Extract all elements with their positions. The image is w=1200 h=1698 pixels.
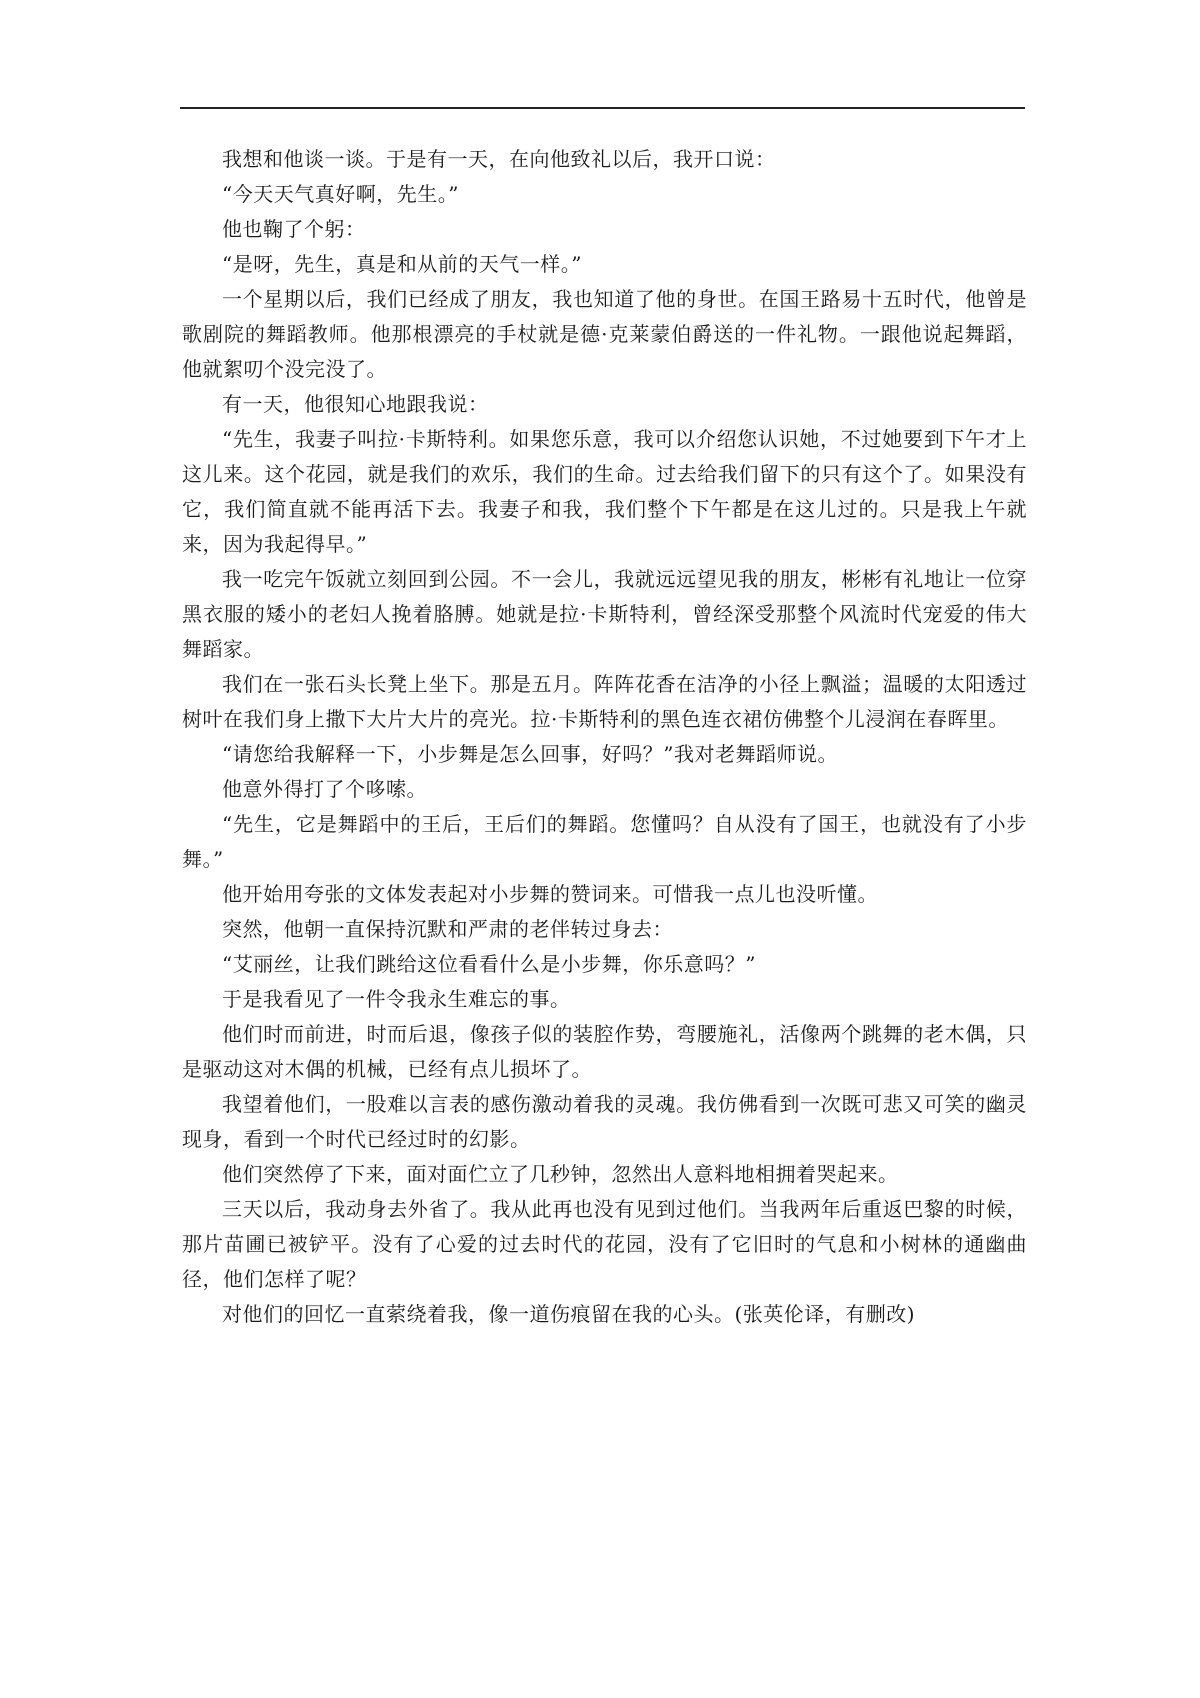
paragraph: 他也鞠了个躬： [222,217,366,241]
article-body [182,142,1027,1332]
paragraph: 我想和他谈一谈。于是有一天，在向他致礼以后，我开口说： [222,147,776,171]
paragraph: 我望着他们，一股难以言表的感伤激动着我的灵魂。我仿佛看到一次既可悲又可笑的幽灵现身，看到一个时代已经过时的幻影。 [182,1092,1027,1151]
paragraph: 对他们的回忆一直萦绕着我，像一道伤痕留在我的心头。(张英伦译，有删改) [222,1302,916,1326]
paragraph: 我一吃完午饭就立刻回到公园。不一会儿，我就远远望见我的朋友，彬彬有礼地让一位穿黑衣服的矮小的老妇人挽着胳膊。她就是拉·卡斯特利，曾经深受那整个风流时代宠爱的伟大舞蹈家。 [182,567,1027,661]
paragraph: 突然，他朝一直保持沉默和严肃的老伴转过身去： [222,917,673,941]
paragraph: 我们在一张石头长凳上坐下。那是五月。阵阵花香在洁净的小径上飘溢；温暖的太阳透过树叶在我们身上撒下大片大片的亮光。拉·卡斯特利的黑色连衣裙仿佛整个儿浸润在春晖里。 [182,672,1027,731]
paragraph: 有一天，他很知心地跟我说： [222,392,489,416]
paragraph: “今天天气真好啊，先生。” [222,182,459,206]
paragraph: 于是我看见了一件令我永生难忘的事。 [222,987,571,1011]
paragraph: “先生，它是舞蹈中的王后，王后们的舞蹈。您懂吗？自从没有了国王，也就没有了小步舞。” [182,812,1027,871]
paragraph: “是呀，先生，真是和从前的天气一样。” [222,252,582,276]
paragraph: “艾丽丝，让我们跳给这位看看什么是小步舞，你乐意吗？” [222,952,756,976]
paragraph: 他意外得打了个哆嗦。 [222,777,427,801]
paragraph: 他开始用夸张的文体发表起对小步舞的赞词来。可惜我一点儿也没听懂。 [222,882,878,906]
paragraph: “请您给我解释一下，小步舞是怎么回事，好吗？”我对老舞蹈师说。 [222,742,838,766]
paragraph: “先生，我妻子叫拉·卡斯特利。如果您乐意，我可以介绍您认识她，不过她要到下午才上这儿来。这个花园，就是我们的欢乐，我们的生命。过去给我们留下的只有这个了。如果没有它，我们简直就不能再活下去。我妻子和我，我们整个下午都是在这儿过的。只是我上午就来，因为我起得早。” [182,427,1027,556]
paragraph: 三天以后，我动身去外省了。我从此再也没有见到过他们。当我两年后重返巴黎的时候，那片苗圃已被铲平。没有了心爱的过去时代的花园，没有了它旧时的气息和小树林的通幽曲径，他们怎样了呢？ [182,1197,1027,1291]
paragraph: 一个星期以后，我们已经成了朋友，我也知道了他的身世。在国王路易十五时代，他曾是歌剧院的舞蹈教师。他那根漂亮的手杖就是德·克莱蒙伯爵送的一件礼物。一跟他说起舞蹈，他就絮叨个没完没了。 [182,287,1027,381]
paragraph: 他们突然停了下来，面对面伫立了几秒钟，忽然出人意料地相拥着哭起来。 [222,1162,899,1186]
header-rule [180,107,1025,109]
paragraph: 他们时而前进，时而后退，像孩子似的装腔作势，弯腰施礼，活像两个跳舞的老木偶，只是驱动这对木偶的机械，已经有点儿损坏了。 [182,1022,1027,1081]
